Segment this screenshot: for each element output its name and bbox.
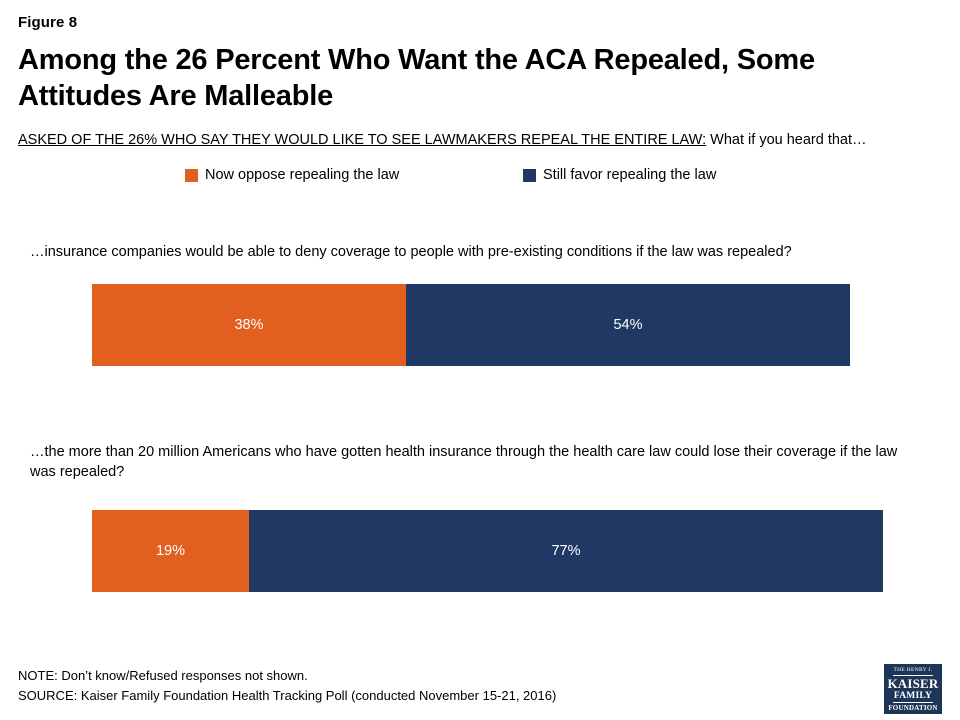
kaiser-family-foundation-logo [884, 664, 942, 714]
bar-segment-favor-1 [406, 284, 850, 366]
subtitle-emphasis: ASKED OF THE 26% WHO SAY THEY WOULD LIKE TO SEE LAWMAKERS REPEAL THE ENTIRE LAW: [18, 132, 707, 148]
stacked-bar-1 [92, 284, 850, 366]
footer-source: SOURCE: Kaiser Family Foundation Health Tracking Poll (conducted November 15-21, 2016) [18, 688, 557, 704]
subtitle-rest: What if you heard that… [706, 132, 867, 148]
chart-subtitle [18, 131, 938, 150]
bar-value-oppose-2: 19% [155, 543, 186, 559]
figure-label: Figure 8 [18, 14, 78, 31]
legend-swatch-oppose [185, 169, 198, 182]
stacked-bar-2 [92, 510, 883, 592]
bar-value-favor-2: 77% [551, 543, 581, 559]
question-label-1: …insurance companies would be able to deny coverage to people with pre-existing conditions if the law was repealed? [30, 244, 792, 260]
legend-item-oppose [185, 167, 399, 183]
bar-segment-oppose-2 [92, 510, 249, 592]
logo-line-1: THE HENRY J. [893, 667, 933, 673]
question-label-2: …the more than 20 million Americans who have gotten health insurance through the health care law could lose their coverage if the law was repealed? [30, 444, 898, 480]
bar-value-oppose-1: 38% [234, 317, 264, 333]
legend-label-favor: Still favor repealing the law [543, 167, 717, 183]
footer-notes [18, 666, 556, 706]
legend-item-favor [523, 167, 716, 183]
logo-line-4: FOUNDATION [888, 703, 938, 712]
legend-label-oppose: Now oppose repealing the law [205, 167, 400, 183]
legend-swatch-favor [523, 169, 536, 182]
logo-line-3: FAMILY [893, 690, 933, 701]
logo-divider-2 [893, 702, 933, 703]
logo-line-2: KAISER [887, 675, 939, 691]
footer-note: NOTE: Don’t know/Refused responses not shown. [18, 668, 308, 683]
page-title: Among the 26 Percent Who Want the ACA Repealed, Some Attitudes Are Malleable [18, 44, 815, 113]
bar-value-favor-1: 54% [613, 317, 643, 333]
bar-segment-favor-2 [249, 510, 883, 592]
chart-legend [185, 167, 885, 189]
bar-segment-oppose-1 [92, 284, 406, 366]
